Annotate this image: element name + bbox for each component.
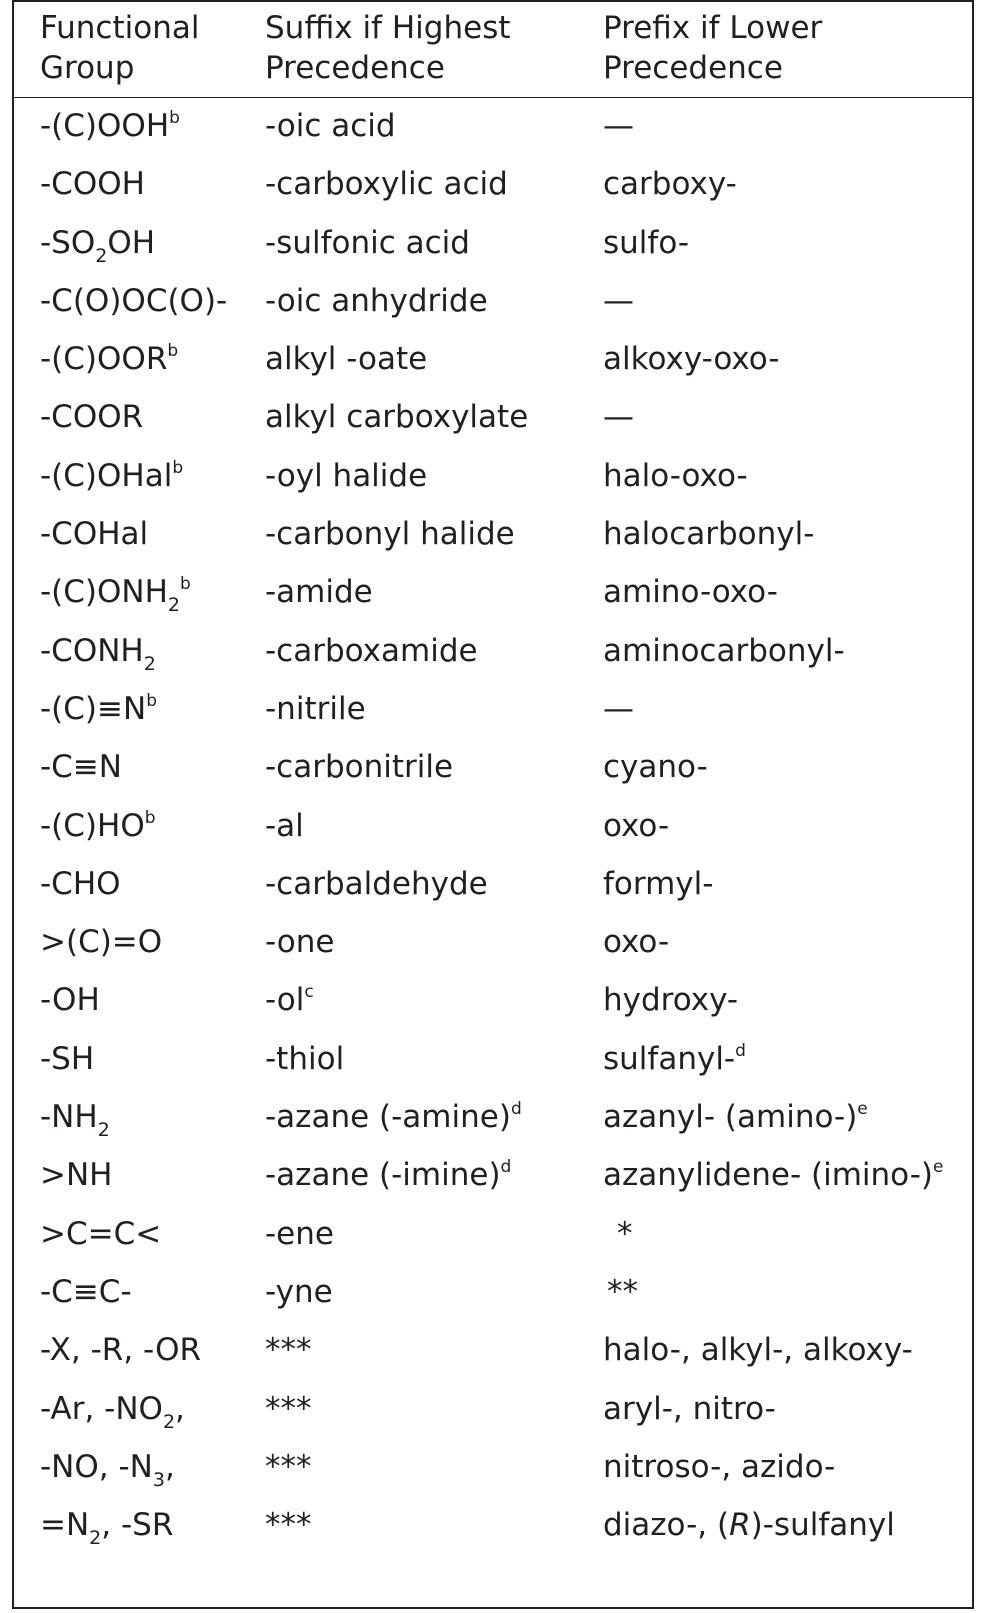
group-cell xyxy=(40,1443,175,1491)
group-text: -(C)OOR xyxy=(40,341,168,378)
table-row xyxy=(14,331,972,389)
footnote-mark: b xyxy=(144,807,156,828)
header-text: Functional xyxy=(40,10,200,46)
table-row xyxy=(14,972,972,1030)
footnote-mark: b xyxy=(167,341,179,362)
group-text: -NH xyxy=(40,1099,98,1136)
prefix-cell: aminocarbonyl- xyxy=(603,632,845,669)
suffix-cell: -al xyxy=(265,807,304,844)
suffix-cell: *** xyxy=(265,1332,312,1369)
table-row xyxy=(14,389,972,447)
prefix-cell: — xyxy=(603,108,634,144)
group-text: -(C)HO xyxy=(40,807,145,844)
suffix-text: -azane (-imine) xyxy=(265,1157,501,1194)
table-row xyxy=(14,1206,972,1264)
group-cell: -C(O)OC(O)- xyxy=(40,282,228,319)
suffix-cell: -carbonitrile xyxy=(265,749,454,786)
group-cell xyxy=(40,802,156,850)
suffix-cell: -sulfonic acid xyxy=(265,224,470,261)
group-cell xyxy=(40,219,155,267)
prefix-cell: ** xyxy=(607,1273,638,1310)
group-cell: -COHal xyxy=(40,516,149,553)
table-row xyxy=(14,1264,972,1322)
group-text: -(C)OOH xyxy=(40,108,170,144)
prefix-cell: — xyxy=(603,399,634,436)
group-text: -CONH xyxy=(40,632,144,669)
group-text: -SO xyxy=(40,224,96,261)
group-cell xyxy=(40,452,183,500)
prefix-cell: amino-oxo- xyxy=(603,574,778,611)
group-cell: -C≡N xyxy=(40,749,122,786)
suffix-cell: alkyl carboxylate xyxy=(265,399,529,436)
prefix-text: R xyxy=(729,1507,751,1544)
group-cell xyxy=(40,627,156,675)
suffix-cell: -carboxylic acid xyxy=(265,166,508,203)
group-cell: -X, -R, -OR xyxy=(40,1332,202,1369)
header-functional-group xyxy=(40,8,199,88)
subscript: 2 xyxy=(162,1410,176,1433)
subscript: 2 xyxy=(95,244,108,267)
suffix-cell xyxy=(265,1151,511,1199)
group-cell xyxy=(40,1385,185,1433)
footnote-mark: c xyxy=(304,982,314,1003)
prefix-text: azanylidene- (imino-) xyxy=(603,1157,933,1194)
suffix-cell: -ene xyxy=(265,1215,334,1252)
table-row xyxy=(14,1322,972,1380)
group-cell xyxy=(40,685,157,733)
header-text: Precedence xyxy=(265,50,445,86)
table-row xyxy=(14,156,972,214)
prefix-cell xyxy=(603,1093,868,1141)
suffix-cell: -thiol xyxy=(265,1040,345,1077)
suffix-cell: alkyl -oate xyxy=(265,341,428,378)
prefix-cell: cyano- xyxy=(603,749,708,786)
footnote-mark: e xyxy=(857,1099,868,1120)
table-row xyxy=(14,1089,972,1147)
group-text: , xyxy=(164,1448,175,1485)
prefix-cell: halocarbonyl- xyxy=(603,516,815,553)
header-text: Precedence xyxy=(603,50,783,86)
table-row xyxy=(14,1439,972,1497)
group-cell: -C≡C- xyxy=(40,1273,132,1310)
table-row xyxy=(14,739,972,797)
footnote-mark: b xyxy=(169,108,180,128)
suffix-cell: *** xyxy=(265,1507,312,1544)
group-text: -NO, -N xyxy=(40,1448,153,1485)
group-text: =N xyxy=(40,1507,90,1544)
suffix-cell: -oyl halide xyxy=(265,457,428,494)
suffix-cell: -one xyxy=(265,924,335,961)
prefix-cell: oxo- xyxy=(603,924,670,961)
prefix-text: azanyl- (amino-) xyxy=(603,1099,858,1136)
prefix-cell: * xyxy=(617,1215,633,1252)
table-row xyxy=(14,448,972,506)
prefix-cell xyxy=(603,1501,895,1549)
prefix-cell: formyl- xyxy=(603,865,714,902)
table-row xyxy=(14,98,972,156)
header-prefix xyxy=(603,8,822,88)
header-text: Group xyxy=(40,50,135,86)
table-row xyxy=(14,798,972,856)
group-text: -(C)OHal xyxy=(40,457,173,494)
suffix-cell: -nitrile xyxy=(265,690,366,727)
group-cell xyxy=(40,335,178,383)
group-cell: -CHO xyxy=(40,865,121,902)
group-cell xyxy=(40,102,180,150)
subscript: 3 xyxy=(152,1468,165,1491)
table-row xyxy=(14,1381,972,1439)
prefix-cell: aryl-, nitro- xyxy=(603,1390,776,1427)
footnote-mark: d xyxy=(500,1157,512,1178)
table-row xyxy=(14,856,972,914)
prefix-cell: halo-, alkyl-, alkoxy- xyxy=(603,1332,913,1369)
table-row xyxy=(14,564,972,622)
table-row xyxy=(14,1147,972,1205)
group-text: OH xyxy=(107,224,156,261)
subscript: 2 xyxy=(97,1119,110,1142)
table-row xyxy=(14,1031,972,1089)
suffix-cell: -carbaldehyde xyxy=(265,865,488,902)
group-cell: >(C)=O xyxy=(40,924,163,961)
suffix-cell: -yne xyxy=(265,1273,333,1310)
group-text: -(C)≡N xyxy=(40,690,147,727)
suffix-cell: -carbonyl halide xyxy=(265,516,515,553)
prefix-cell xyxy=(603,1035,746,1083)
table-row xyxy=(14,1497,972,1555)
suffix-text: -ol xyxy=(265,982,305,1019)
prefix-cell: halo-oxo- xyxy=(603,457,748,494)
suffix-cell: -oic acid xyxy=(265,108,396,144)
group-cell: -SH xyxy=(40,1040,95,1077)
table-header xyxy=(14,2,972,98)
prefix-cell: alkoxy-oxo- xyxy=(603,341,780,378)
suffix-cell xyxy=(265,1093,522,1141)
header-suffix xyxy=(265,8,511,88)
prefix-text: )-sulfanyl xyxy=(750,1507,895,1544)
suffix-cell: -oic anhydride xyxy=(265,282,488,319)
group-cell: -COOH xyxy=(40,166,145,203)
prefix-cell: — xyxy=(603,690,634,727)
prefix-cell: — xyxy=(603,282,634,319)
group-cell xyxy=(40,568,191,616)
suffix-cell: *** xyxy=(265,1448,312,1485)
subscript: 2 xyxy=(167,594,181,617)
group-cell: -COOR xyxy=(40,399,144,436)
group-text: -Ar, -NO xyxy=(40,1390,163,1427)
group-cell: >C=C< xyxy=(40,1215,162,1252)
group-text: , xyxy=(175,1390,185,1427)
group-cell xyxy=(40,1501,173,1549)
subscript: 2 xyxy=(89,1527,102,1550)
prefix-cell: oxo- xyxy=(603,807,670,844)
table-row xyxy=(14,273,972,331)
suffix-cell: -amide xyxy=(265,574,373,611)
prefix-text: diazo-, ( xyxy=(603,1507,730,1544)
suffix-cell: -carboxamide xyxy=(265,632,478,669)
table-row xyxy=(14,623,972,681)
footnote-mark: d xyxy=(735,1040,746,1061)
group-cell xyxy=(40,1093,110,1141)
footnote-mark: b xyxy=(180,574,191,595)
footnote-mark: b xyxy=(146,690,157,711)
prefix-cell: sulfo- xyxy=(603,224,690,261)
footnote-mark: e xyxy=(932,1157,944,1178)
header-text: Suffix if Highest xyxy=(265,10,511,46)
table-row xyxy=(14,681,972,739)
table-row xyxy=(14,215,972,273)
table-body xyxy=(14,98,972,1555)
prefix-cell xyxy=(603,1151,943,1199)
prefix-cell: hydroxy- xyxy=(603,982,739,1019)
table-row xyxy=(14,506,972,564)
suffix-cell xyxy=(265,976,314,1024)
footnote-mark: d xyxy=(510,1099,522,1120)
suffix-cell: *** xyxy=(265,1390,312,1427)
group-cell: >NH xyxy=(40,1157,113,1194)
suffix-text: -azane (-amine) xyxy=(265,1099,511,1136)
footnote-mark: b xyxy=(172,457,184,478)
functional-group-table xyxy=(12,0,974,1609)
prefix-text: sulfanyl- xyxy=(603,1040,736,1077)
prefix-cell: nitroso-, azido- xyxy=(603,1448,836,1485)
group-cell: -OH xyxy=(40,982,100,1019)
prefix-cell: carboxy- xyxy=(603,166,737,203)
subscript: 2 xyxy=(143,652,156,675)
header-text: Prefix if Lower xyxy=(603,10,823,46)
group-text: , -SR xyxy=(101,1507,174,1544)
table-row xyxy=(14,914,972,972)
group-text: -(C)ONH xyxy=(40,574,168,611)
